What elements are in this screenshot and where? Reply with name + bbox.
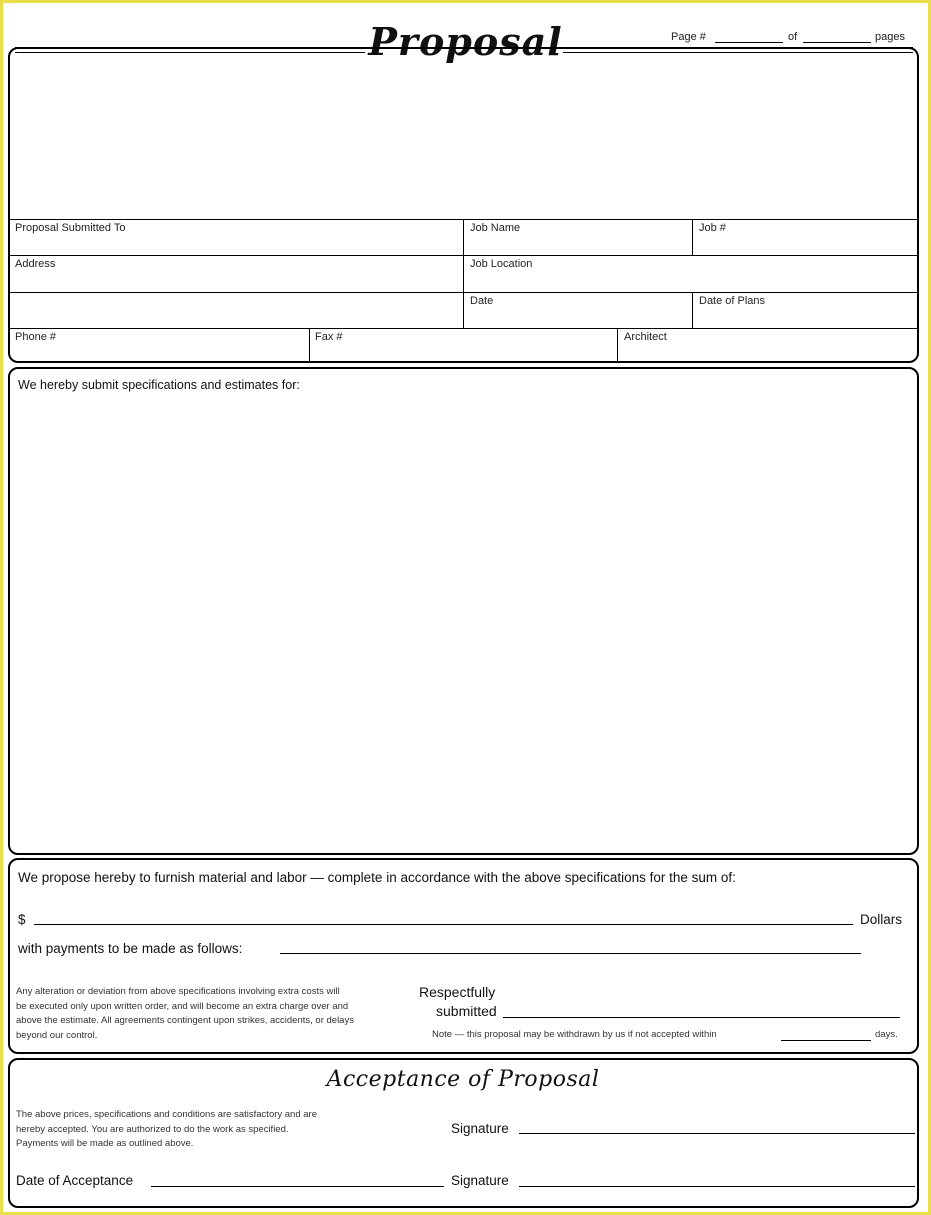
grid-divider-a [463,219,464,328]
architect-field[interactable]: Architect [624,331,667,343]
acceptance-line-2: hereby accepted. You are authorized to do the work as specified. [16,1123,289,1135]
days-field[interactable] [781,1040,871,1041]
respectfully-label: Respectfully [419,984,496,1000]
disclaimer-text [16,985,396,1043]
total-pages-field[interactable] [803,42,871,43]
amount-field[interactable] [34,924,853,925]
disclaimer-line-1: Any alteration or deviation from above specifications involving extra costs will [16,986,340,997]
withdrawal-note: Note — this proposal may be withdrawn by us if not accepted within [432,1029,717,1040]
specifications-text-area[interactable] [17,398,912,848]
job-number-field[interactable]: Job # [699,222,726,234]
days-label: days. [875,1029,898,1040]
grid-divider-d [309,328,310,362]
dollars-label: Dollars [860,912,903,927]
signature-field-1[interactable] [519,1133,915,1134]
submitted-by-signature-field[interactable] [503,1017,900,1018]
submitted-label: submitted [436,1003,497,1019]
payments-label: with payments to be made as follows: [18,941,243,956]
grid-line-4 [9,328,918,329]
signature-label-1: Signature [451,1121,509,1136]
specifications-intro: We hereby submit specifications and estimates for: [18,378,300,392]
acceptance-line-1: The above prices, specifications and conditions are satisfactory and are [16,1109,317,1120]
page-number-field[interactable] [715,42,783,43]
address-field[interactable]: Address [15,258,56,270]
signature-label-2: Signature [451,1173,509,1188]
submitted-to-field[interactable]: Proposal Submitted To [15,222,126,234]
fax-field[interactable]: Fax # [315,331,343,343]
of-label: of [788,31,798,43]
company-letterhead-area[interactable] [13,58,913,216]
job-location-field[interactable]: Job Location [470,258,533,270]
date-of-acceptance-label: Date of Acceptance [16,1173,134,1188]
job-name-field[interactable]: Job Name [470,222,521,234]
grid-divider-c [692,292,693,328]
grid-divider-b [692,219,693,255]
payments-field[interactable] [280,953,861,954]
disclaimer-line-2: be executed only upon written order, and will become an extra charge over and [16,1000,349,1012]
pages-label: pages [875,31,905,43]
disclaimer-line-4: beyond our control. [16,1029,98,1041]
phone-field[interactable]: Phone # [15,331,56,343]
date-of-acceptance-field[interactable] [151,1186,444,1187]
page-number-label: Page # [671,31,706,43]
date-field[interactable]: Date [470,295,494,307]
grid-divider-e [617,328,618,362]
form-title: Proposal [368,19,563,64]
acceptance-text [16,1108,406,1152]
signature-field-2[interactable] [519,1186,915,1187]
acceptance-title: Acceptance of Proposal [326,1067,600,1092]
acceptance-line-3: Payments will be made as outlined above. [16,1138,194,1149]
date-of-plans-field[interactable]: Date of Plans [699,295,766,307]
disclaimer-line-3: above the estimate. All agreements contingent upon strikes, accidents, or delays [16,1015,354,1026]
dollar-sign: $ [18,912,26,927]
propose-text: We propose hereby to furnish material and labor — complete in accordance with the above specifications for the sum of: [18,870,736,885]
